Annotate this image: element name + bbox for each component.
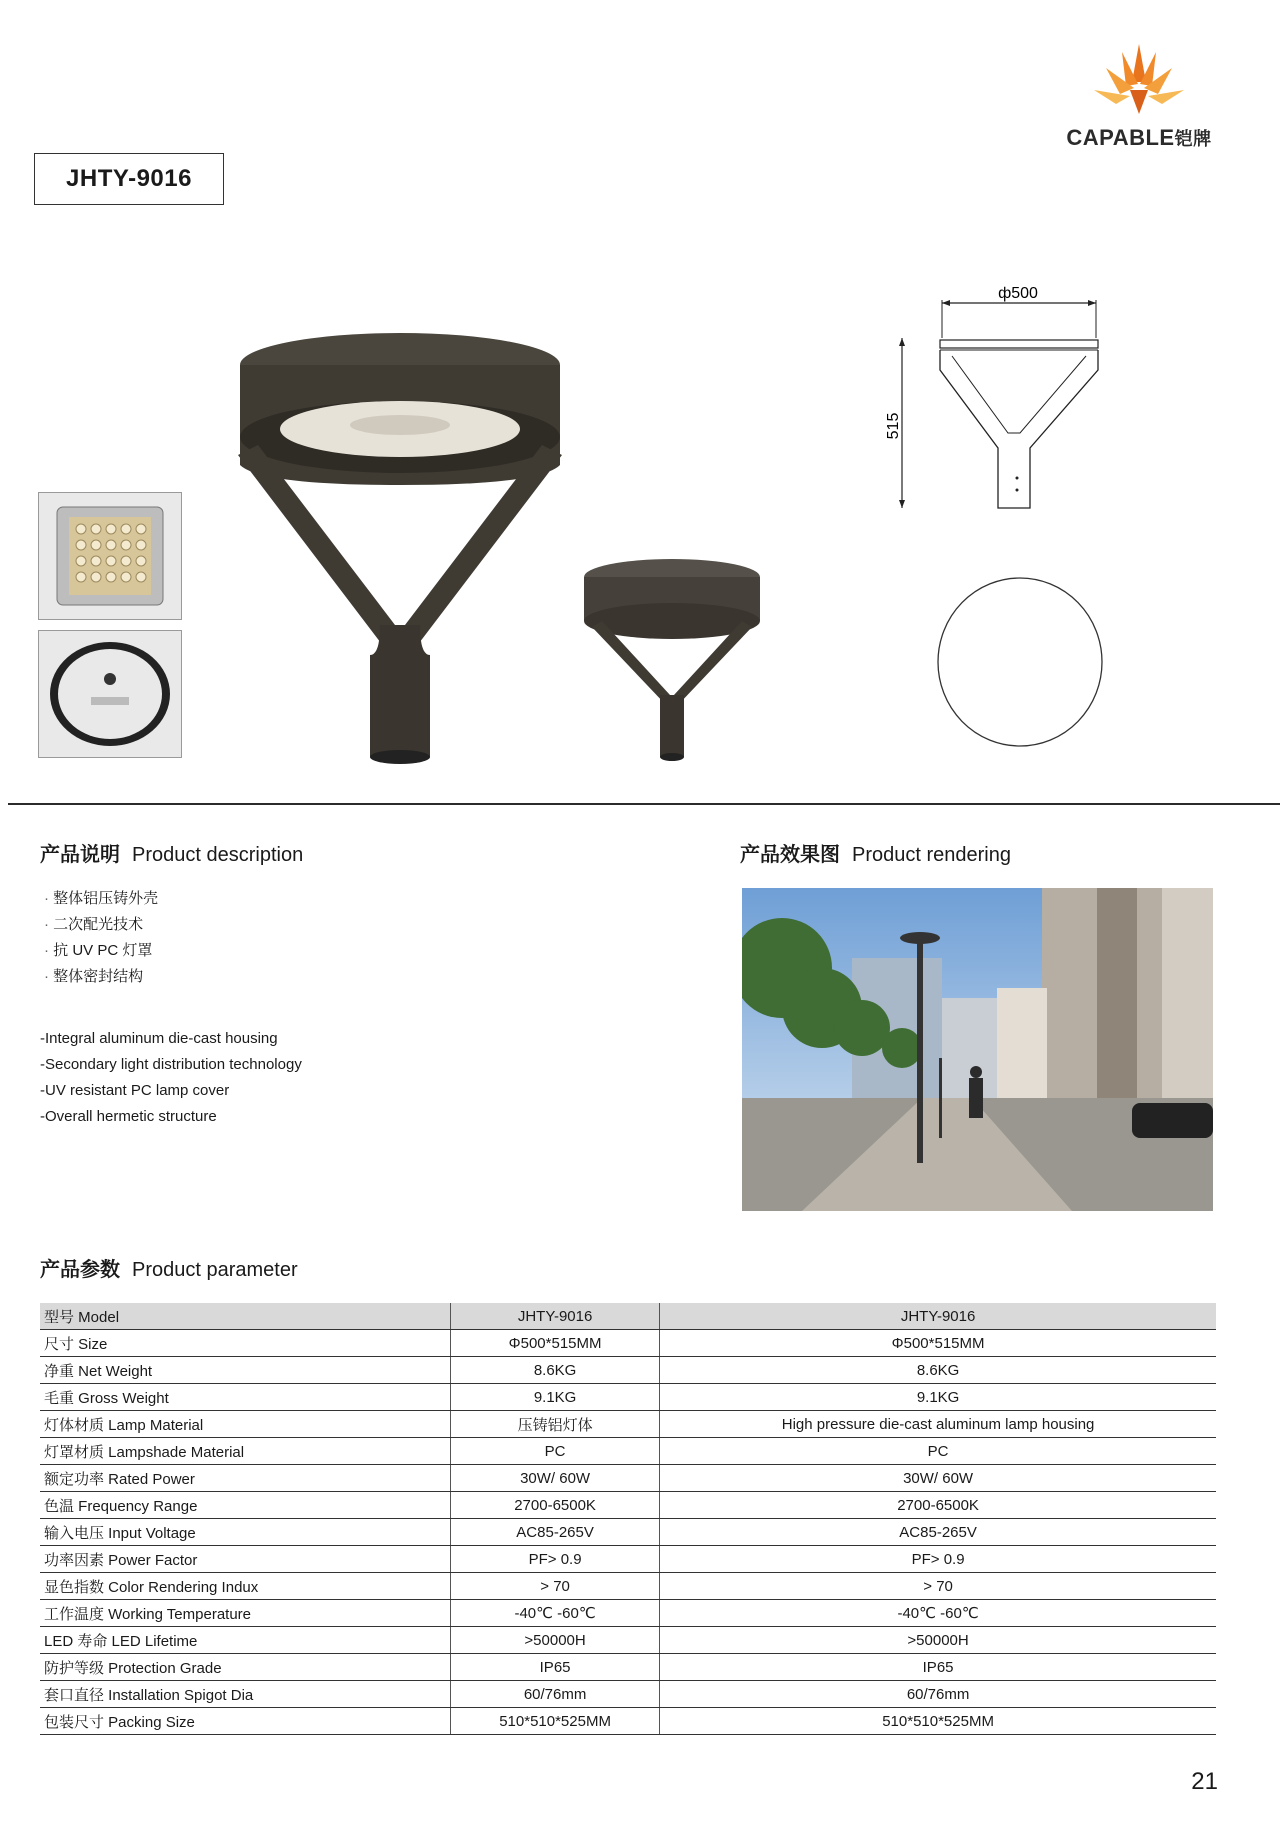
- table-row: LED 寿命 LED Lifetime >50000H >50000H: [40, 1627, 1216, 1654]
- table-row: 套口直径 Installation Spigot Dia 60/76mm 60/76mm: [40, 1681, 1216, 1708]
- bullet-en: -Overall hermetic structure: [40, 1108, 217, 1125]
- bullet-cn: · 整体铝压铸外壳: [44, 886, 158, 912]
- bullet-cn: · 抗 UV PC 灯罩: [44, 938, 158, 964]
- height-label: 515: [885, 412, 902, 440]
- bullet-cn: · 整体密封结构: [44, 964, 158, 990]
- lamp-top-image: [39, 631, 181, 757]
- parameter-table: [40, 1303, 1216, 1735]
- dimension-drawing: [880, 278, 1120, 758]
- table-row: 毛重 Gross Weight 9.1KG 9.1KG: [40, 1384, 1216, 1411]
- table-row: 输入电压 Input Voltage AC85-265V AC85-265V: [40, 1519, 1216, 1546]
- table-row: 额定功率 Rated Power 30W/ 60W 30W/ 60W: [40, 1465, 1216, 1492]
- table-row: 显色指数 Color Rendering Indux > 70 > 70: [40, 1573, 1216, 1600]
- diameter-label: ф500: [998, 285, 1038, 302]
- table-row: 色温 Frequency Range 2700-6500K 2700-6500K: [40, 1492, 1216, 1519]
- brand-name-cn: 铠牌: [1174, 129, 1212, 149]
- table-row: 型号 Model JHTY-9016 JHTY-9016: [40, 1303, 1216, 1330]
- parameter-title: 产品参数 Product parameter: [40, 1259, 298, 1281]
- led-module-thumbnail: [38, 492, 182, 620]
- model-code-box: [34, 153, 224, 205]
- brand-logo: [1064, 42, 1214, 150]
- lamp-top-thumbnail: [38, 630, 182, 758]
- description-bullets-cn: [44, 886, 158, 990]
- led-module-image: [39, 493, 181, 619]
- rendering-title: 产品效果图 Product rendering: [740, 844, 1011, 866]
- table-row: 工作温度 Working Temperature -40℃ -60℃ -40℃ -60℃: [40, 1600, 1216, 1627]
- flame-logo-icon: [1064, 42, 1214, 120]
- table-row: 功率因素 Power Factor PF> 0.9 PF> 0.9: [40, 1546, 1216, 1573]
- bullet-en: -Integral aluminum die-cast housing: [40, 1030, 278, 1047]
- main-lamp-illustration: [210, 325, 590, 765]
- page-number: 21: [1191, 1768, 1218, 1795]
- street-rendering-image: [742, 888, 1213, 1211]
- brand-name: CAPABLE: [1066, 125, 1175, 150]
- table-row: 净重 Net Weight 8.6KG 8.6KG: [40, 1357, 1216, 1384]
- description-bullets-en: [40, 1026, 302, 1130]
- description-title: 产品说明 Product description: [40, 844, 304, 866]
- table-row: 尺寸 Size Φ500*515MM Φ500*515MM: [40, 1330, 1216, 1357]
- table-row: 包装尺寸 Packing Size 510*510*525MM 510*510*525MM: [40, 1708, 1216, 1735]
- section-divider: [8, 803, 1280, 805]
- bullet-cn: · 二次配光技术: [44, 912, 158, 938]
- model-code: JHTY-9016: [66, 165, 192, 192]
- bullet-en: -UV resistant PC lamp cover: [40, 1082, 230, 1099]
- table-row: 防护等级 Protection Grade IP65 IP65: [40, 1654, 1216, 1681]
- bullet-en: -Secondary light distribution technology: [40, 1056, 302, 1073]
- small-lamp-illustration: [582, 555, 762, 765]
- table-row: 灯体材质 Lamp Material 压铸铝灯体 High pressure die-cast aluminum lamp housing: [40, 1411, 1216, 1438]
- table-row: 灯罩材质 Lampshade Material PC PC: [40, 1438, 1216, 1465]
